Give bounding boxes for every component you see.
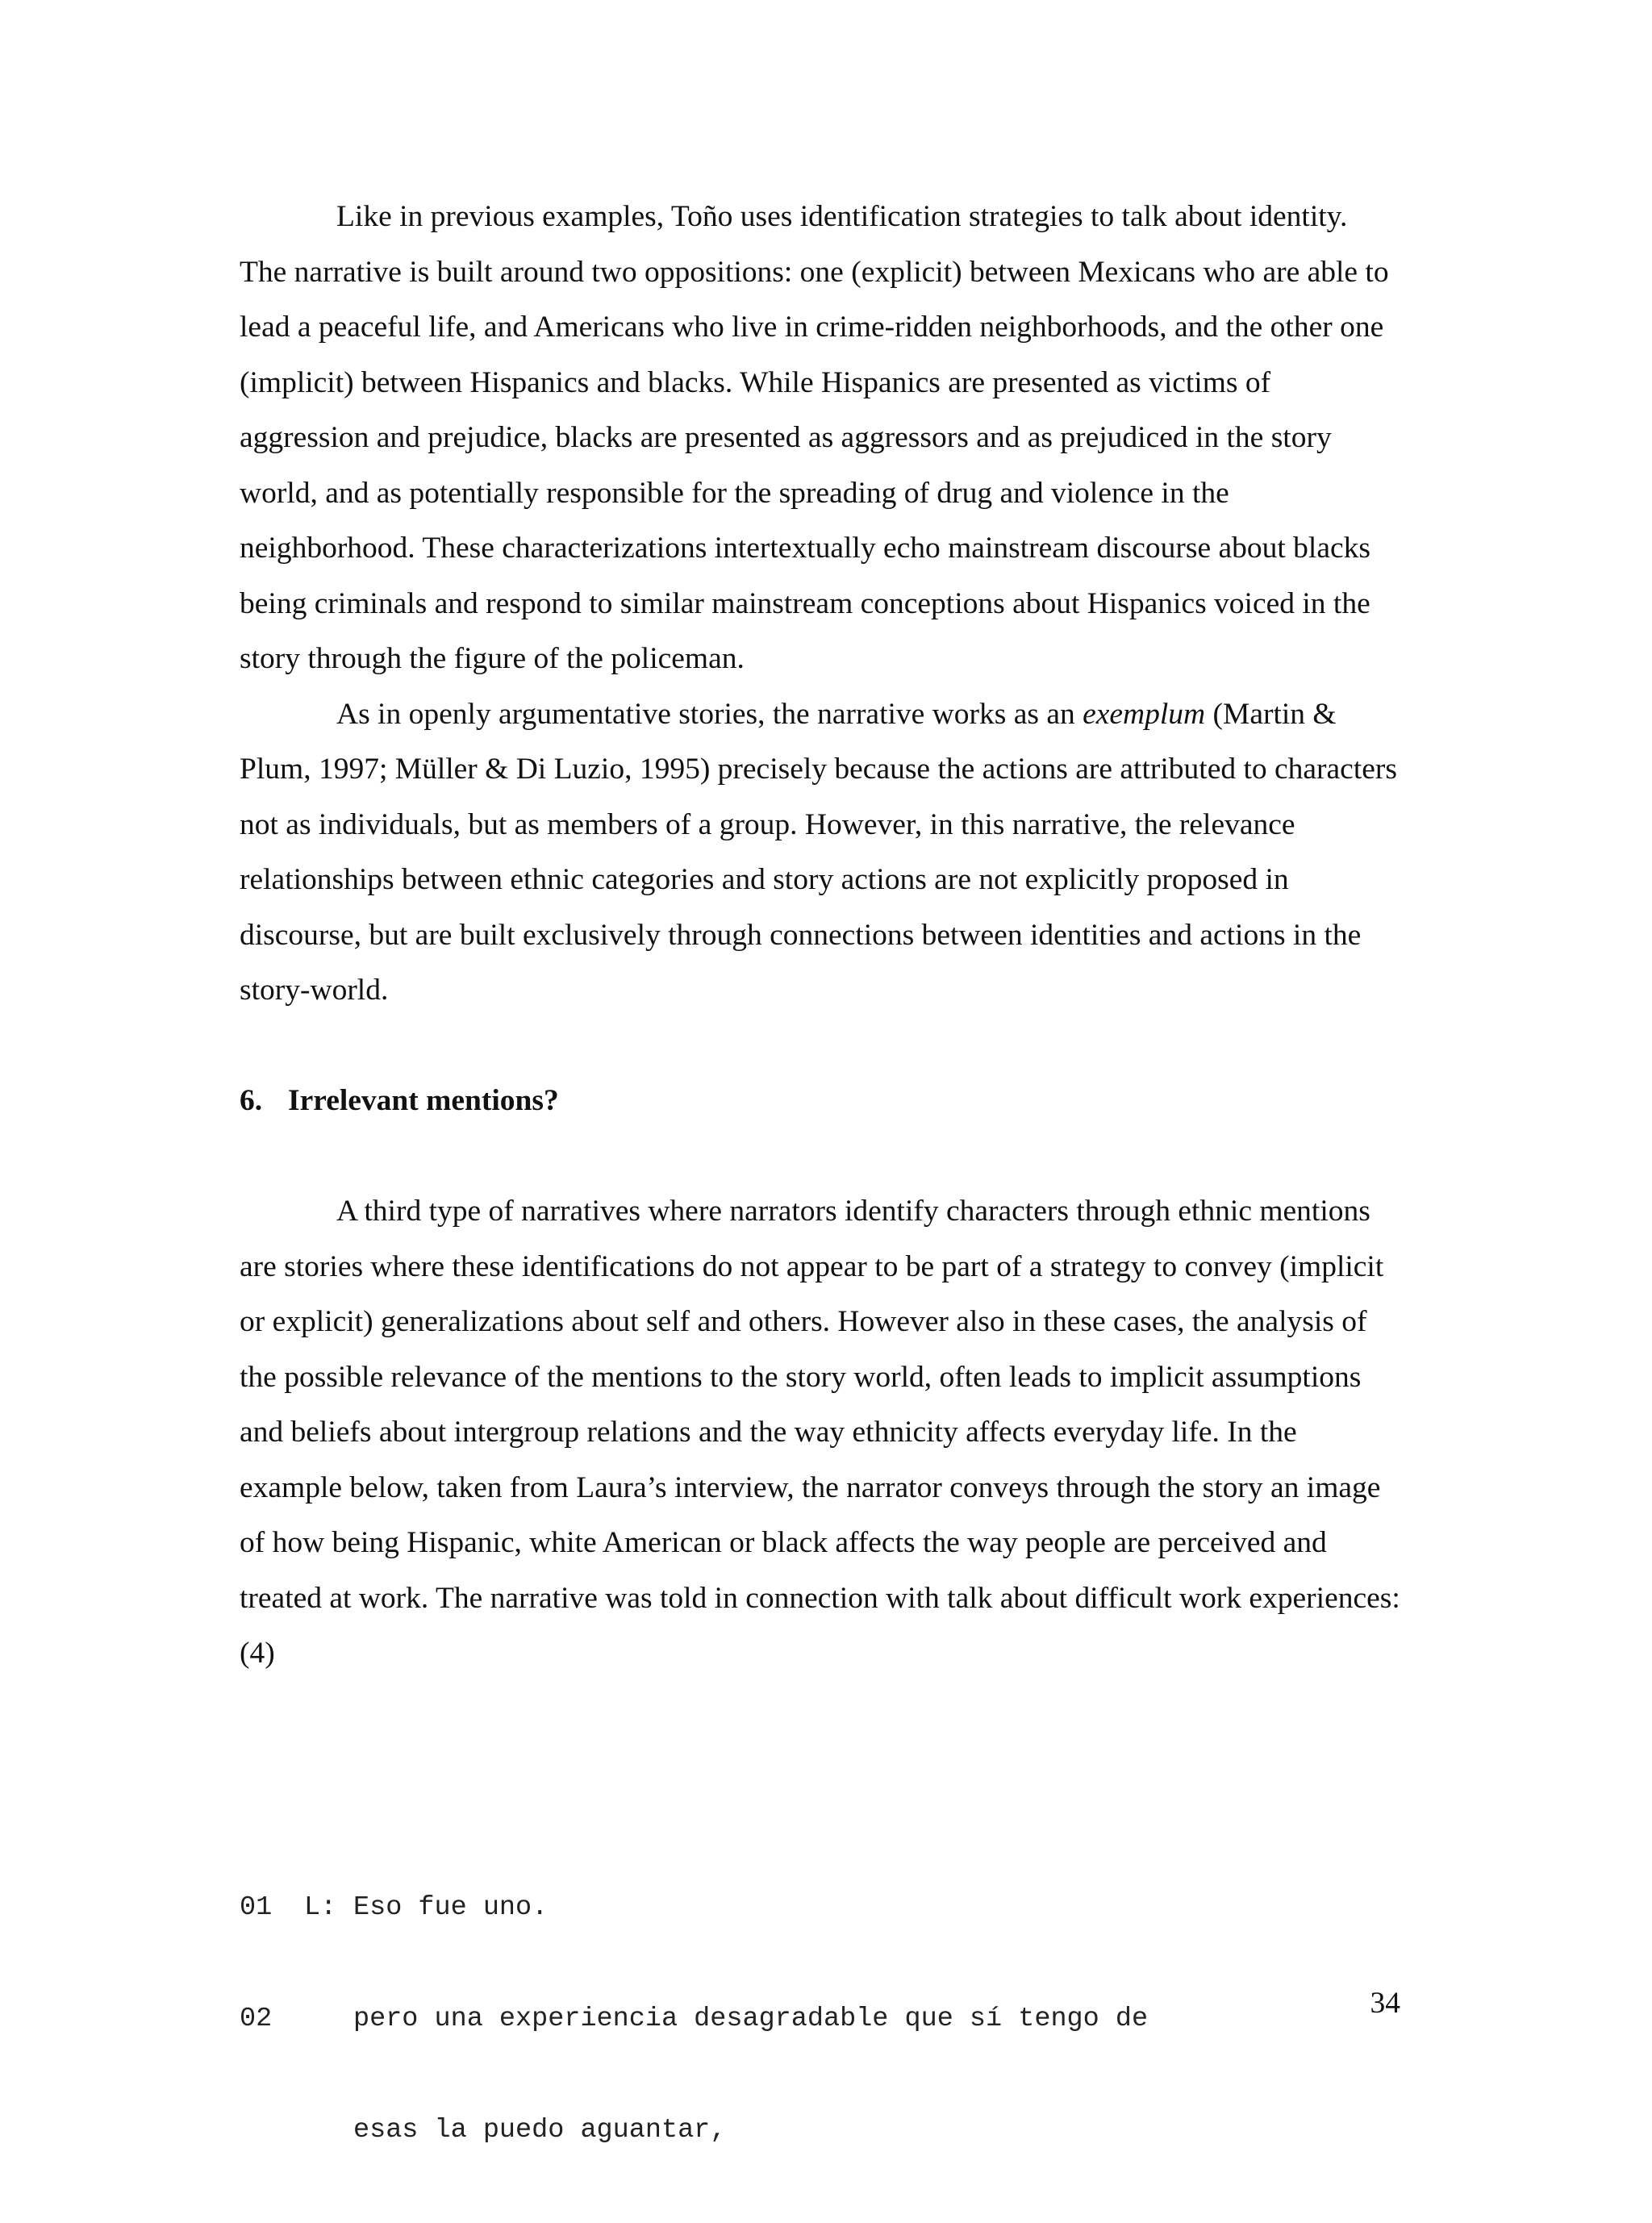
paragraph-2-italic: exemplum (1083, 697, 1206, 731)
paragraph-2-after: (Martin & Plum, 1997; Müller & Di Luzio, 1995) precisely because the actions are attributed to characters not as individuals, but as members of a group. However, in this narrative, the relevance relationships between ethnic categories and story actions are not explicitly proposed in discourse, but are built exclusively through connections between identities and actions in the story-world. (240, 697, 1397, 1007)
paragraph-2-before: As in openly argumentative stories, the narrative works as an (336, 697, 1083, 731)
example-label: (4) (240, 1637, 275, 1670)
transcript-line (240, 2112, 1409, 2149)
transcript (240, 1815, 1409, 2223)
paragraph-1: Like in previous examples, Toño uses identification strategies to talk about identity. The narrative is built around two oppositions: one (explicit) between Mexicans who are able to lead a peaceful life, and Americans who live in crime-ridden neighborhoods, and the other one (implicit) between Hispanics and blacks. While Hispanics are presented as victims of aggression and prejudice, blacks are presented as aggressors and as prejudiced in the story world, and as potentially responsible for the spreading of drug and violence in the neighborhood. These characterizations intertextually echo mainstream discourse about blacks being criminals and respond to similar mainstream conceptions about Hispanics voiced in the story through the figure of the policeman. (240, 200, 1389, 675)
speaker: L: (304, 1892, 337, 1923)
body-text (240, 190, 1401, 1682)
transcript-line (240, 1889, 1409, 1926)
line-text: Eso fue uno. (353, 1892, 549, 1923)
section-number: 6. (240, 1084, 263, 1117)
section-heading (240, 1074, 1401, 1129)
paragraph-3: A third type of narratives where narrators identify characters through ethnic mentions are stories where these identifications do not appear to be part of a strategy to convey (implicit or explicit) generalizations about self and others. However also in these cases, the analysis of the possible relevance of the mentions to the story world, often leads to implicit assumptions and beliefs about intergroup relations and the way ethnicity affects everyday life. In the example below, taken from Laura’s interview, the narrator conveys through the story an image of how being Hispanic, white American or black affects the way people are perceived and treated at work. The narrative was told in connection with talk about difficult work experiences: (240, 1195, 1400, 1615)
line-number: 02 (240, 2004, 273, 2034)
page-number: 34 (1370, 1987, 1400, 2020)
line-number: 01 (240, 1892, 273, 1923)
paragraph-2 (240, 687, 1401, 1019)
transcript-line (240, 2000, 1409, 2037)
section-title: Irrelevant mentions? (288, 1084, 559, 1117)
line-text: pero una experiencia desagradable que sí tengo de (353, 2004, 1149, 2034)
line-text: esas la puedo aguantar, (353, 2115, 727, 2146)
